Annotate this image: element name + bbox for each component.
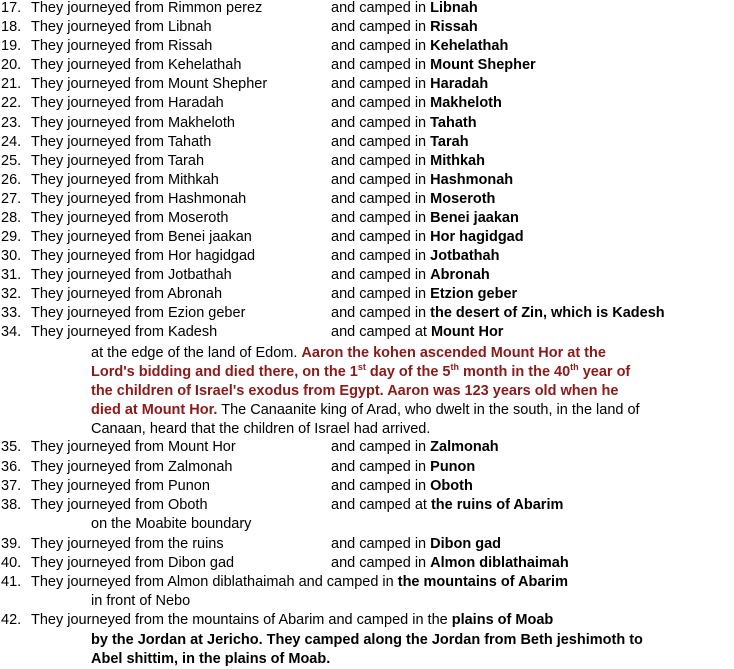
verse-number: 30. [1,248,22,264]
plain-text: Canaan, heard that the children of Israel had arrived. [91,421,431,437]
camp-destination: Jotbathah [430,248,500,264]
journey-from: They journeyed from Hashmonah [31,191,247,207]
camp-destination: Rissah [430,19,478,35]
text-fragment: day of the 5 [365,364,451,380]
paragraph-line [91,363,734,382]
verse-number: 27. [1,191,22,207]
verse-number: 41. [1,574,22,590]
camp-destination: Kehelathah [430,38,509,54]
journey-from: They journeyed from Dibon gad [31,555,235,571]
journey-from: They journeyed from Kehelathah [31,57,242,73]
superscript: th [450,362,459,373]
verse-number: 39. [1,536,22,552]
verse-number: 38. [1,497,22,513]
camp-text [331,247,499,266]
verse-number: 36. [1,459,22,475]
journey-from: They journeyed from Oboth [31,497,208,513]
verse-number: 40. [1,555,22,571]
journey-from: They journeyed from Mithkah [31,172,219,188]
highlighted-text: the children of Israel's exodus from Egypt. Aaron was 123 years old when he [91,383,619,399]
camp-destination: plains of Moab [451,612,554,628]
journey-from: They journeyed from Rissah [31,38,213,54]
camp-label: and camped in [331,305,431,321]
text-fragment: year of [578,364,631,380]
camp-label: and camped in [331,134,431,150]
journey-from: They journeyed from Tarah [31,153,205,169]
camp-destination: Oboth [430,478,473,494]
camp-label: and camped in [331,229,431,245]
camp-destination: Tarah [430,134,469,150]
camp-destination: Almon diblathaimah [430,555,569,571]
camp-text [331,171,513,190]
verse-number: 42. [1,612,22,628]
camp-text [331,75,488,94]
journey-from: They journeyed from Ezion geber [31,305,246,321]
paragraph-line [91,401,734,420]
camp-label: and camped in [331,267,431,283]
camp-text [331,554,569,573]
journey-from: They journeyed from Zalmonah [31,459,233,475]
verse-number: 18. [1,19,22,35]
journey-from: They journeyed from the mountains of Abarim and camped in the [31,612,452,628]
camp-destination: the ruins of Abarim [430,497,564,513]
camp-destination: Libnah [430,0,478,16]
verse-number: 31. [1,267,22,283]
journey-from: They journeyed from Jotbathah [31,267,232,283]
camp-label: and camped at [331,497,431,513]
camp-text [331,438,499,457]
camp-text [331,190,495,209]
camp-label: and camped in [331,115,431,131]
camp-destination: Etzion geber [430,286,518,302]
verse-number: 25. [1,153,22,169]
verse-number: 17. [1,0,22,16]
camp-text [331,496,563,515]
paragraph-line [91,382,734,401]
journey-from: They journeyed from Punon [31,478,210,494]
journey-from: They journeyed from Almon diblathaimah and camped in [31,574,398,590]
journey-from: They journeyed from Haradah [31,95,224,111]
camp-destination: Hashmonah [430,172,514,188]
verse-number: 35. [1,439,22,455]
camp-text [331,0,478,18]
camp-label: and camped in [331,95,431,111]
text-fragment: Lord's bidding and died there, on the 1 [91,364,358,380]
journey-from: They journeyed from Libnah [31,19,212,35]
camp-text [331,37,508,56]
camp-label: and camped at [331,324,431,340]
camp-label: and camped in [331,459,431,475]
verse-number: 21. [1,76,22,92]
journey-from: They journeyed from Mount Hor [31,439,236,455]
camp-text [331,228,524,247]
camp-text [331,458,475,477]
camp-destination: Mount Shepher [430,57,536,73]
camp-label: and camped in [331,172,431,188]
verse-note: by the Jordan at Jericho. They camped along the Jordan from Beth jeshimoth to [91,632,643,648]
journey-from: They journeyed from Makheloth [31,115,235,131]
camp-text [331,114,477,133]
journey-from: They journeyed from Abronah [31,286,223,302]
journey-from: They journeyed from Rimmon perez [31,0,263,16]
paragraph-line [91,344,734,363]
camp-label: and camped in [331,555,431,571]
verse-number: 19. [1,38,22,54]
camp-text [331,133,469,152]
journey-text [31,573,568,592]
camp-destination: Haradah [430,76,489,92]
verse-number: 28. [1,210,22,226]
camp-text [331,304,665,323]
verse-number: 32. [1,286,22,302]
camp-label: and camped in [331,57,431,73]
verse-number: 34. [1,324,22,340]
camp-label: and camped in [331,76,431,92]
camp-label: and camped in [331,286,431,302]
journey-from: They journeyed from Tahath [31,134,212,150]
verse-number: 23. [1,115,22,131]
verse-note: on the Moabite boundary [91,516,252,532]
verse-number: 24. [1,134,22,150]
journey-from: They journeyed from Kadesh [31,324,218,340]
camp-destination: Dibon gad [430,536,502,552]
camp-text [331,477,473,496]
journey-from: They journeyed from Hor hagidgad [31,248,256,264]
camp-destination: the mountains of Abarim [397,574,568,590]
highlighted-text: died at Mount Hor. [91,402,218,418]
camp-destination: Punon [430,459,476,475]
plain-text: at the edge of the land of Edom. [91,345,302,361]
verse-number: 20. [1,57,22,73]
camp-label: and camped in [331,478,431,494]
camp-destination: Mount Hor [430,324,504,340]
camp-text [331,266,490,285]
camp-label: and camped in [331,38,431,54]
paragraph-line [91,420,734,439]
camp-label: and camped in [331,191,431,207]
camp-destination: Zalmonah [430,439,499,455]
camp-destination: Tahath [430,115,477,131]
camp-text [331,94,502,113]
camp-destination: Hor hagidgad [430,229,524,245]
camp-destination: Benei jaakan [430,210,519,226]
plain-text: The Canaanite king of Arad, who dwelt in the south, in the land of [217,402,640,418]
camp-label: and camped in [331,153,431,169]
camp-label: and camped in [331,0,431,16]
camp-text [331,323,503,342]
verse-number: 26. [1,172,22,188]
verse-number: 37. [1,478,22,494]
camp-destination: Abronah [430,267,490,283]
camp-label: and camped in [331,248,431,264]
camp-text [331,209,519,228]
camp-text [331,535,501,554]
journey-text [31,611,553,630]
camp-text [331,56,536,75]
superscript: st [357,362,366,373]
highlighted-text [91,364,630,380]
camp-destination: Mithkah [430,153,485,169]
camp-label: and camped in [331,19,431,35]
verse-34-paragraph [91,344,734,439]
highlighted-text: Aaron the kohen ascended Mount Hor at the [301,345,606,361]
superscript: th [570,362,579,373]
camp-destination: Makheloth [430,95,502,111]
text-fragment: month in the 40 [459,364,571,380]
camp-destination: Moseroth [430,191,496,207]
verse-number: 33. [1,305,22,321]
verse-note: in front of Nebo [91,593,191,609]
camp-destination: the desert of Zin, which is Kadesh [430,305,665,321]
camp-text [331,18,478,37]
camp-label: and camped in [331,536,431,552]
verse-number: 29. [1,229,22,245]
journey-from: They journeyed from Mount Shepher [31,76,268,92]
verse-number: 22. [1,95,22,111]
journey-from: They journeyed from the ruins [31,536,224,552]
verse-note: Abel shittim, in the plains of Moab. [91,651,331,667]
journey-from: They journeyed from Moseroth [31,210,229,226]
camp-label: and camped in [331,439,431,455]
journey-from: They journeyed from Benei jaakan [31,229,252,245]
camp-text [331,152,485,171]
camp-label: and camped in [331,210,431,226]
camp-text [331,285,517,304]
